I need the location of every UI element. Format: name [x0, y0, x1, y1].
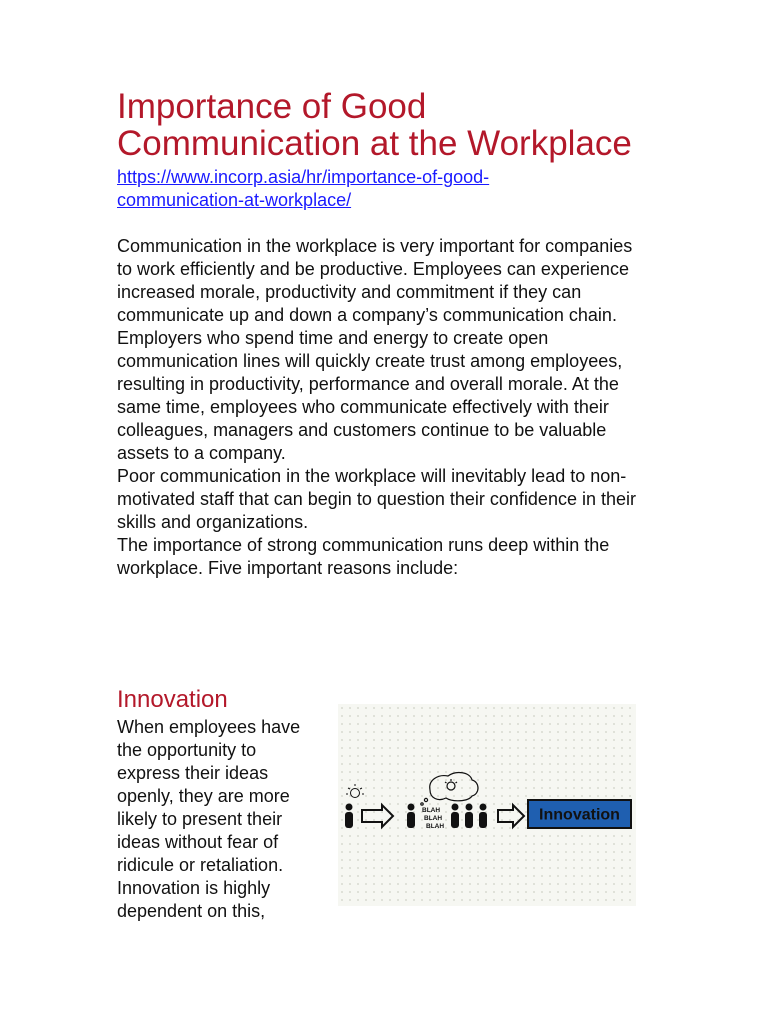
- person-icon: [451, 804, 459, 829]
- document-page: [117, 88, 662, 580]
- section-body-text: When employees have the opportunity to express their ideas openly, they are more likely to present their ideas without fear of ridicule or retaliation. Innovation is highly dependent on this,: [117, 717, 301, 921]
- person-icon: [465, 804, 473, 829]
- person-icon: [407, 804, 415, 829]
- arrow-right-icon: [498, 805, 524, 827]
- blah-text: [422, 807, 444, 830]
- intro-paragraph-3: The importance of strong communication runs deep within the workplace. Five important reasons include:: [117, 535, 610, 578]
- blah-word-2: BLAH: [424, 815, 443, 822]
- person-icon: [345, 804, 353, 829]
- speech-bubble-icon: [421, 773, 478, 806]
- page-title: Importance of Good Communication at the Workplace: [117, 87, 632, 163]
- innovation-box-label: Innovation: [539, 806, 620, 824]
- blah-word-3: BLAH: [426, 823, 445, 830]
- innovation-illustration: [338, 704, 636, 906]
- lightbulb-icon: [346, 784, 364, 798]
- section-heading-innovation: Innovation: [117, 686, 228, 713]
- intro-paragraph-2: Poor communication in the workplace will inevitably lead to non-motivated staff that can begin to question their confidence in their skills and organizations.: [117, 466, 636, 532]
- blah-word-1: BLAH: [422, 807, 441, 814]
- source-link[interactable]: https://www.incorp.asia/hr/importance-of-good-communication-at-workplace/: [117, 167, 490, 210]
- arrow-right-icon: [362, 805, 393, 827]
- intro-paragraph-1: Communication in the workplace is very important for companies to work efficiently and be productive. Employees can experience increased morale, productivity and commitment if they can communicate up and down a company’s communication chain. Employers who spend time and energy to create open communication lines will quickly create trust among employees, resulting in productivity, performance and overall morale. At the same time, employees who communicate effectively with their colleagues, managers and customers continue to be valuable assets to a company.: [117, 236, 633, 463]
- innovation-diagram: [338, 704, 636, 906]
- person-icon: [479, 804, 487, 829]
